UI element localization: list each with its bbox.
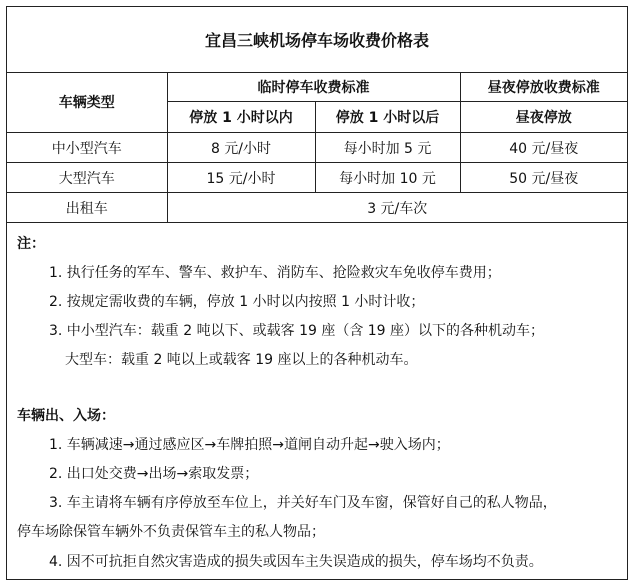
fee-table bbox=[7, 72, 627, 223]
cell-after: 每小时加 5 元 bbox=[315, 133, 460, 163]
table-row bbox=[7, 133, 627, 163]
subheader-overnight: 昼夜停放 bbox=[460, 102, 627, 133]
note-item: 大型车：载重 2 吨以上或载客 19 座以上的各种机动车。 bbox=[65, 352, 418, 368]
subheader-after-1h: 停放 1 小时以后 bbox=[315, 102, 460, 133]
notes-section bbox=[7, 229, 627, 579]
entry-item: 停车场除保管车辆外不负责保管车主的私人物品； bbox=[17, 524, 325, 540]
note-item: 1. 执行任务的军车、警车、救护车、消防车、抢险救灾车免收停车费用； bbox=[49, 265, 501, 281]
cell-within: 8 元/小时 bbox=[167, 133, 315, 163]
entry-item: 1. 车辆减速→通过感应区→车牌拍照→道闸自动升起→驶入场内； bbox=[49, 437, 450, 453]
fee-document bbox=[6, 6, 628, 580]
cell-type: 出租车 bbox=[7, 193, 167, 223]
entry-heading: 车辆出、入场： bbox=[17, 408, 115, 424]
header-vehicle-type: 车辆类型 bbox=[7, 72, 167, 133]
cell-after: 每小时加 10 元 bbox=[315, 163, 460, 193]
note-item: 2. 按规定需收费的车辆，停放 1 小时以内按照 1 小时计收； bbox=[49, 294, 425, 310]
notes-heading: 注： bbox=[17, 236, 45, 252]
subheader-within-1h: 停放 1 小时以内 bbox=[167, 102, 315, 133]
entry-item: 3. 车主请将车辆有序停放至车位上，并关好车门及车窗，保管好自己的私人物品， bbox=[49, 495, 557, 511]
header-overnight-fee: 昼夜停放收费标准 bbox=[460, 72, 627, 102]
cell-type: 大型汽车 bbox=[7, 163, 167, 193]
document-title: 宜昌三峡机场停车场收费价格表 bbox=[7, 7, 627, 73]
cell-overnight: 50 元/昼夜 bbox=[460, 163, 627, 193]
entry-item: 4. 因不可抗拒自然灾害造成的损失或因车主失误造成的损失，停车场均不负责。 bbox=[49, 554, 543, 570]
cell-type: 中小型汽车 bbox=[7, 133, 167, 163]
cell-within: 15 元/小时 bbox=[167, 163, 315, 193]
cell-taxi-fee: 3 元/车次 bbox=[167, 193, 627, 223]
entry-item: 2. 出口处交费→出场→索取发票； bbox=[49, 466, 259, 482]
table-row-taxi bbox=[7, 193, 627, 223]
header-temporary-fee: 临时停车收费标准 bbox=[167, 72, 460, 102]
cell-overnight: 40 元/昼夜 bbox=[460, 133, 627, 163]
table-row bbox=[7, 163, 627, 193]
note-item: 3. 中小型汽车：载重 2 吨以下、或载客 19 座（含 19 座）以下的各种机动车； bbox=[49, 323, 545, 339]
